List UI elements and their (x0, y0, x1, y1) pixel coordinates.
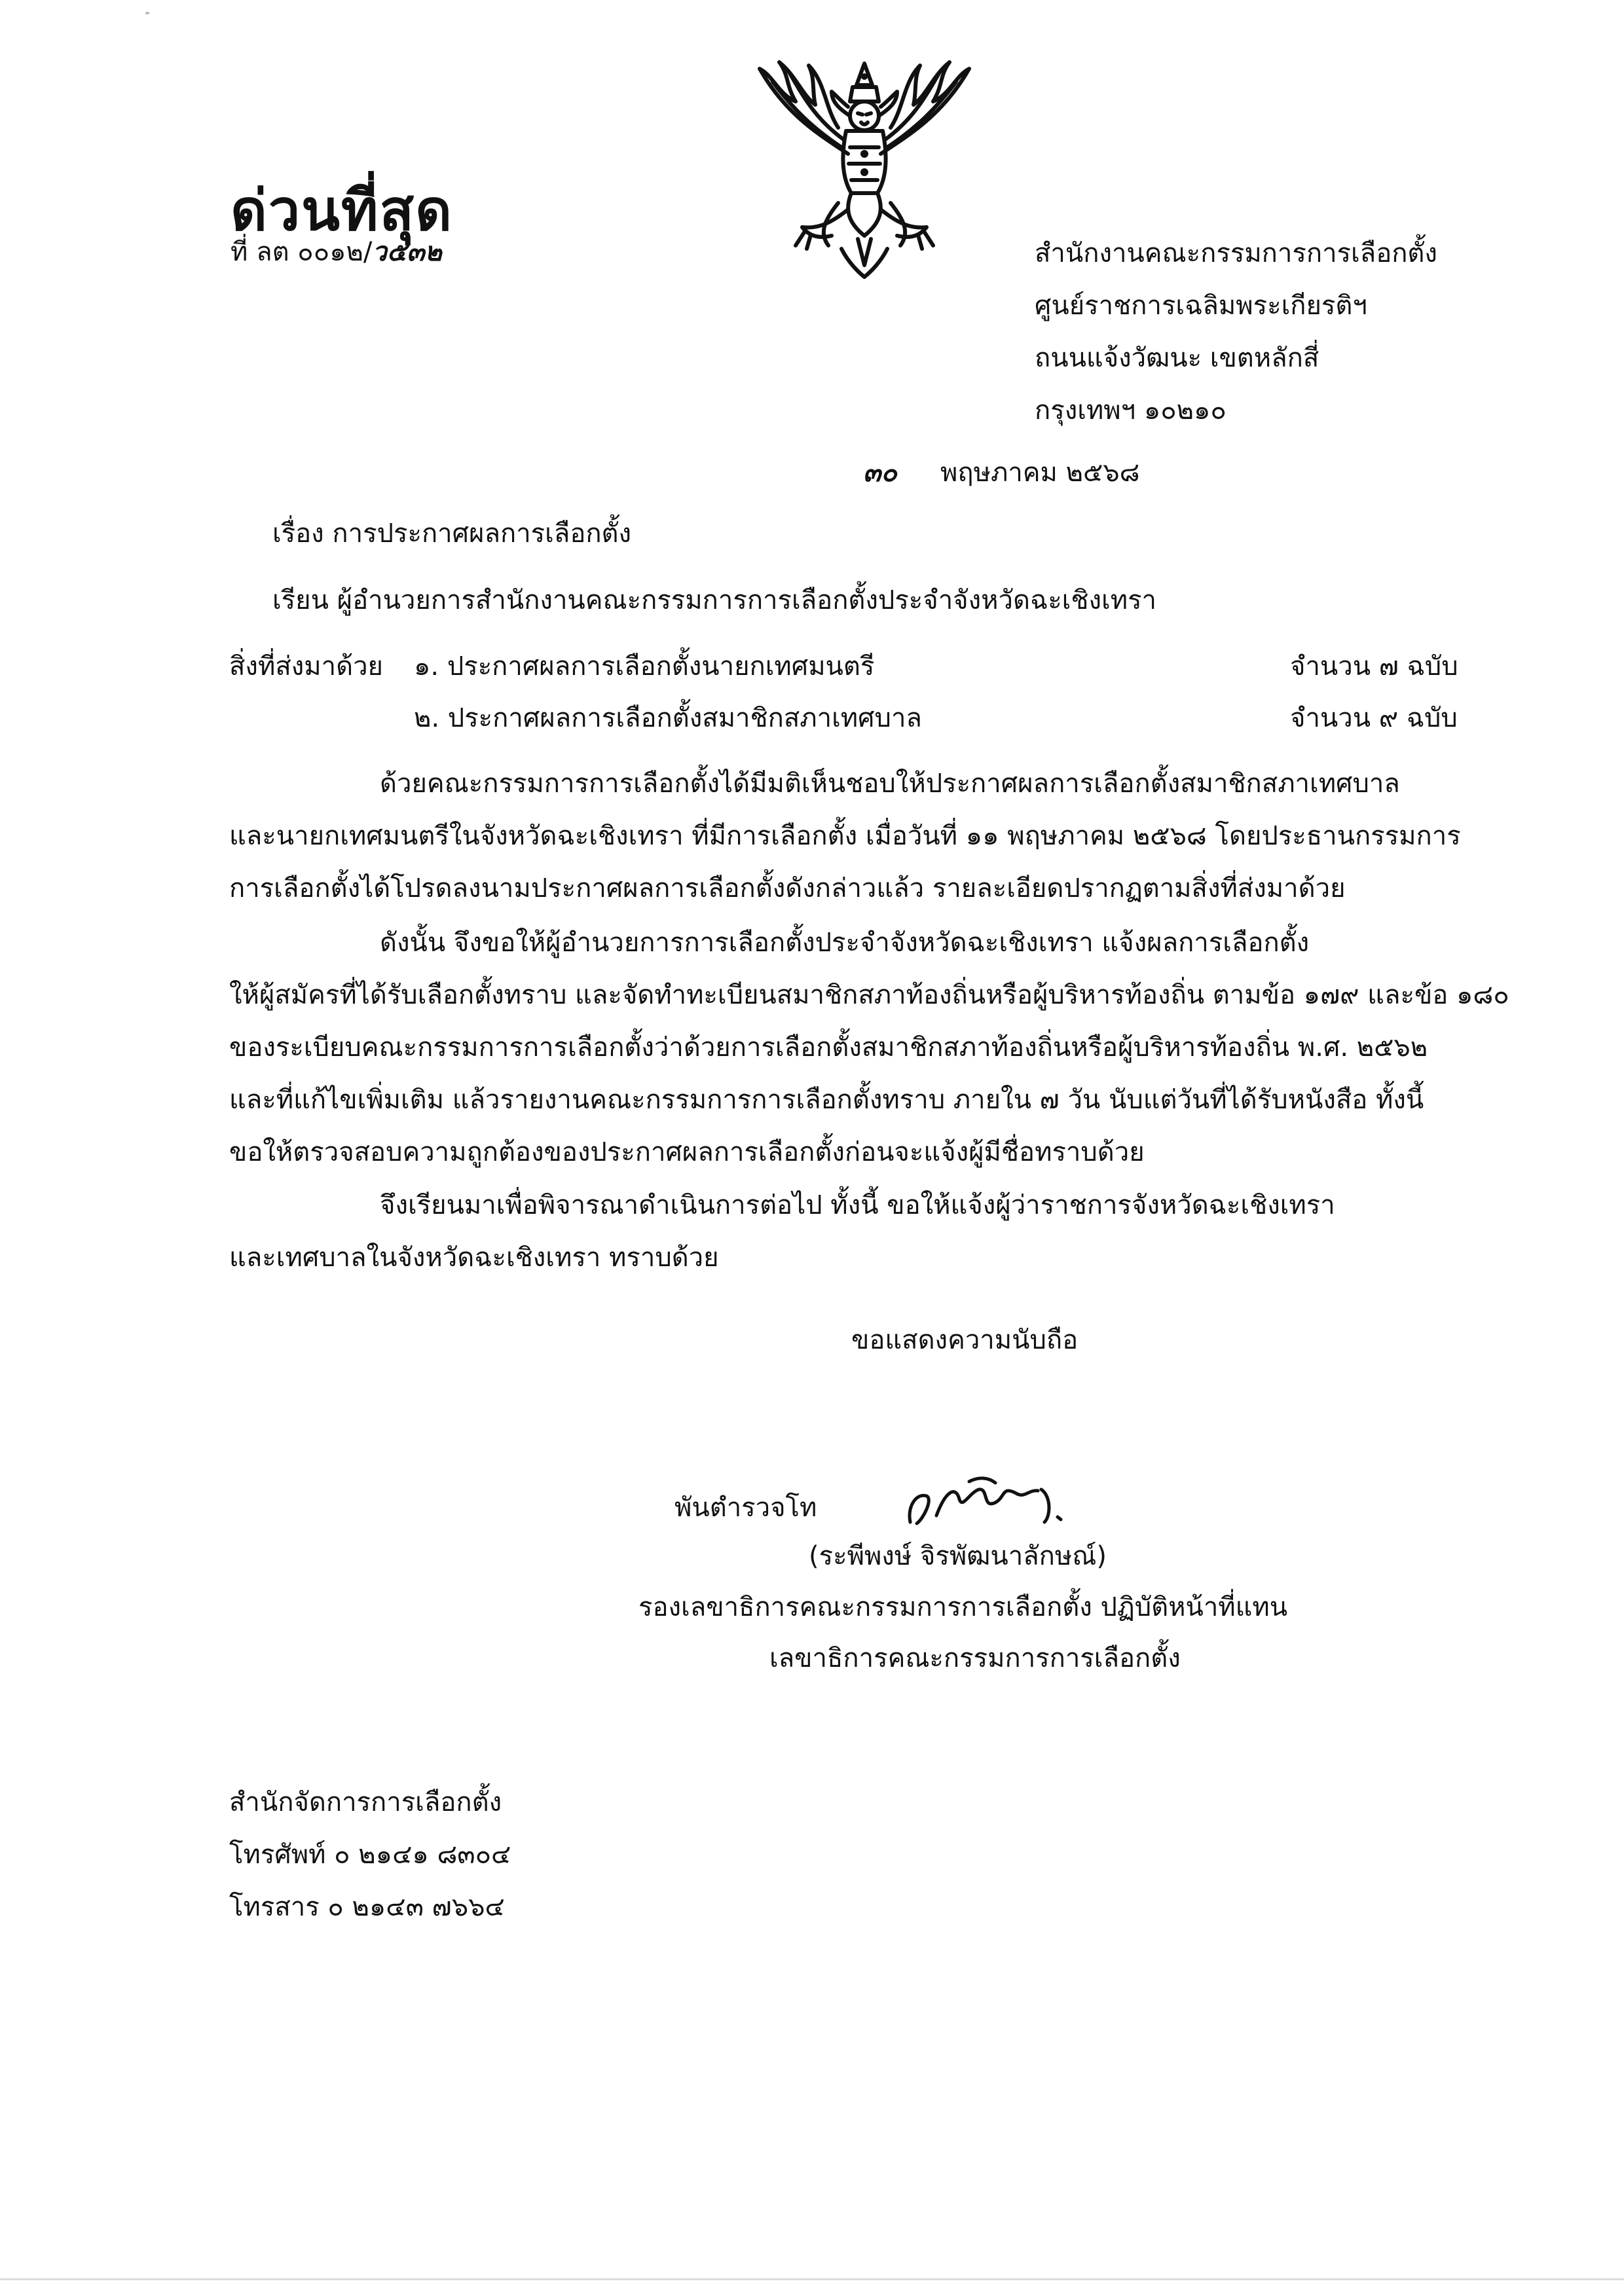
scan-edge-line (0, 2278, 1624, 2280)
urgency-label: ด่วนที่สุด (231, 178, 453, 244)
paragraph-line: การเลือกตั้งได้โปรดลงนามประกาศผลการเลือกตั้งดังกล่าวแล้ว รายละเอียดปรากฏตามสิ่งที่ส่งมาด้วย (229, 873, 1346, 903)
date-day-handwritten: ๓๐ (863, 458, 897, 488)
handwritten-signature (897, 1470, 1080, 1535)
paragraph-line: ดังนั้น จึงขอให้ผู้อำนวยการการเลือกตั้งประจำจังหวัดฉะเชิงเทรา แจ้งผลการเลือกตั้ง (380, 928, 1310, 958)
contact-footer (229, 1786, 511, 1943)
paragraph-line: ให้ผู้สมัครที่ได้รับเลือกตั้งทราบ และจัดทำทะเบียนสมาชิกสภาท้องถิ่นหรือผู้บริหารท้องถิ่น ตามข้อ ๑๗๙ และข้อ ๑๘๐ (229, 980, 1509, 1010)
scan-speck (145, 12, 149, 14)
paragraph-line: ของระเบียบคณะกรรมการการเลือกตั้งว่าด้วยการเลือกตั้งสมาชิกสภาท้องถิ่นหรือผู้บริหารท้องถิ่น พ.ศ. ๒๕๖๒ (229, 1032, 1428, 1063)
body-paragraph-3 (229, 1189, 1473, 1294)
document-number-handwritten: ว๕๓๒ (372, 236, 442, 267)
address-line: กรุงเทพฯ ๑๐๒๑๐ (1035, 395, 1227, 426)
signatory-position-2: เลขาธิการคณะกรรมการการเลือกตั้ง (769, 1643, 1181, 1673)
enclosure-quantity: จำนวน ๗ ฉบับ (1290, 651, 1458, 682)
signatory-rank: พันตำรวจโท (674, 1493, 817, 1523)
paragraph-line: และนายกเทศมนตรีในจังหวัดฉะเชิงเทรา ที่มีการเลือกตั้ง เมื่อวันที่ ๑๑ พฤษภาคม ๒๕๖๘ โดยประธานกรรมการ (229, 821, 1461, 851)
subject-line: เรื่อง การประกาศผลการเลือกตั้ง (272, 519, 632, 549)
body-paragraph-1 (229, 767, 1473, 924)
address-line: สำนักงานคณะกรรมการการเลือกตั้ง (1035, 238, 1437, 268)
paragraph-line: และเทศบาลในจังหวัดฉะเชิงเทรา ทราบด้วย (229, 1243, 719, 1273)
paragraph-line: ขอให้ตรวจสอบความถูกต้องของประกาศผลการเลือกตั้งก่อนจะแจ้งผู้มีชื่อทราบด้วย (229, 1137, 1145, 1167)
address-line: ศูนย์ราชการเฉลิมพระเกียรติฯ (1035, 291, 1367, 321)
enclosure-item: ๒. ประกาศผลการเลือกตั้งสมาชิกสภาเทศบาล (414, 703, 922, 733)
enclosures-label: สิ่งที่ส่งมาด้วย (229, 651, 383, 682)
footer-fax: โทรสาร ๐ ๒๑๔๓ ๗๖๖๔ (229, 1892, 505, 1922)
address-line: ถนนแจ้งวัฒนะ เขตหลักสี่ (1035, 343, 1320, 373)
paragraph-line: จึงเรียนมาเพื่อพิจารณาดำเนินการต่อไป ทั้งนี้ ขอให้แจ้งผู้ว่าราชการจังหวัดฉะเชิงเทรา (380, 1190, 1335, 1220)
body-paragraph-2 (229, 926, 1509, 1188)
signatory-name: (ระพีพงษ์ จิรพัฒนาลักษณ์) (809, 1541, 1107, 1571)
enclosure-quantity: จำนวน ๙ ฉบับ (1290, 703, 1458, 733)
sender-address (1035, 237, 1437, 446)
date-month-year: พฤษภาคม ๒๕๖๘ (940, 458, 1140, 488)
recipient-line: เรียน ผู้อำนวยการสำนักงานคณะกรรมการการเลือกตั้งประจำจังหวัดฉะเชิงเทรา (272, 585, 1157, 615)
paragraph-line: ด้วยคณะกรรมการการเลือกตั้งได้มีมติเห็นชอบให้ประกาศผลการเลือกตั้งสมาชิกสภาเทศบาล (380, 769, 1400, 799)
document-number (231, 236, 442, 268)
paragraph-line: และที่แก้ไขเพิ่มเติม แล้วรายงานคณะกรรมการการเลือกตั้งทราบ ภายใน ๗ วัน นับแต่วันที่ได้รับหนังสือ ทั้งนี้ (229, 1085, 1424, 1115)
garuda-emblem-icon (733, 56, 995, 285)
signatory-position-1: รองเลขาธิการคณะกรรมการการเลือกตั้ง ปฏิบัติหน้าที่แทน (638, 1592, 1288, 1622)
footer-office: สำนักจัดการการเลือกตั้ง (229, 1787, 502, 1817)
enclosure-item: ๑. ประกาศผลการเลือกตั้งนายกเทศมนตรี (414, 651, 875, 682)
closing-salutation: ขอแสดงความนับถือ (851, 1325, 1079, 1355)
footer-phone: โทรศัพท์ ๐ ๒๑๔๑ ๘๓๐๔ (229, 1840, 511, 1870)
document-number-prefix: ที่ ลต ๐๐๑๒/ (231, 237, 373, 267)
